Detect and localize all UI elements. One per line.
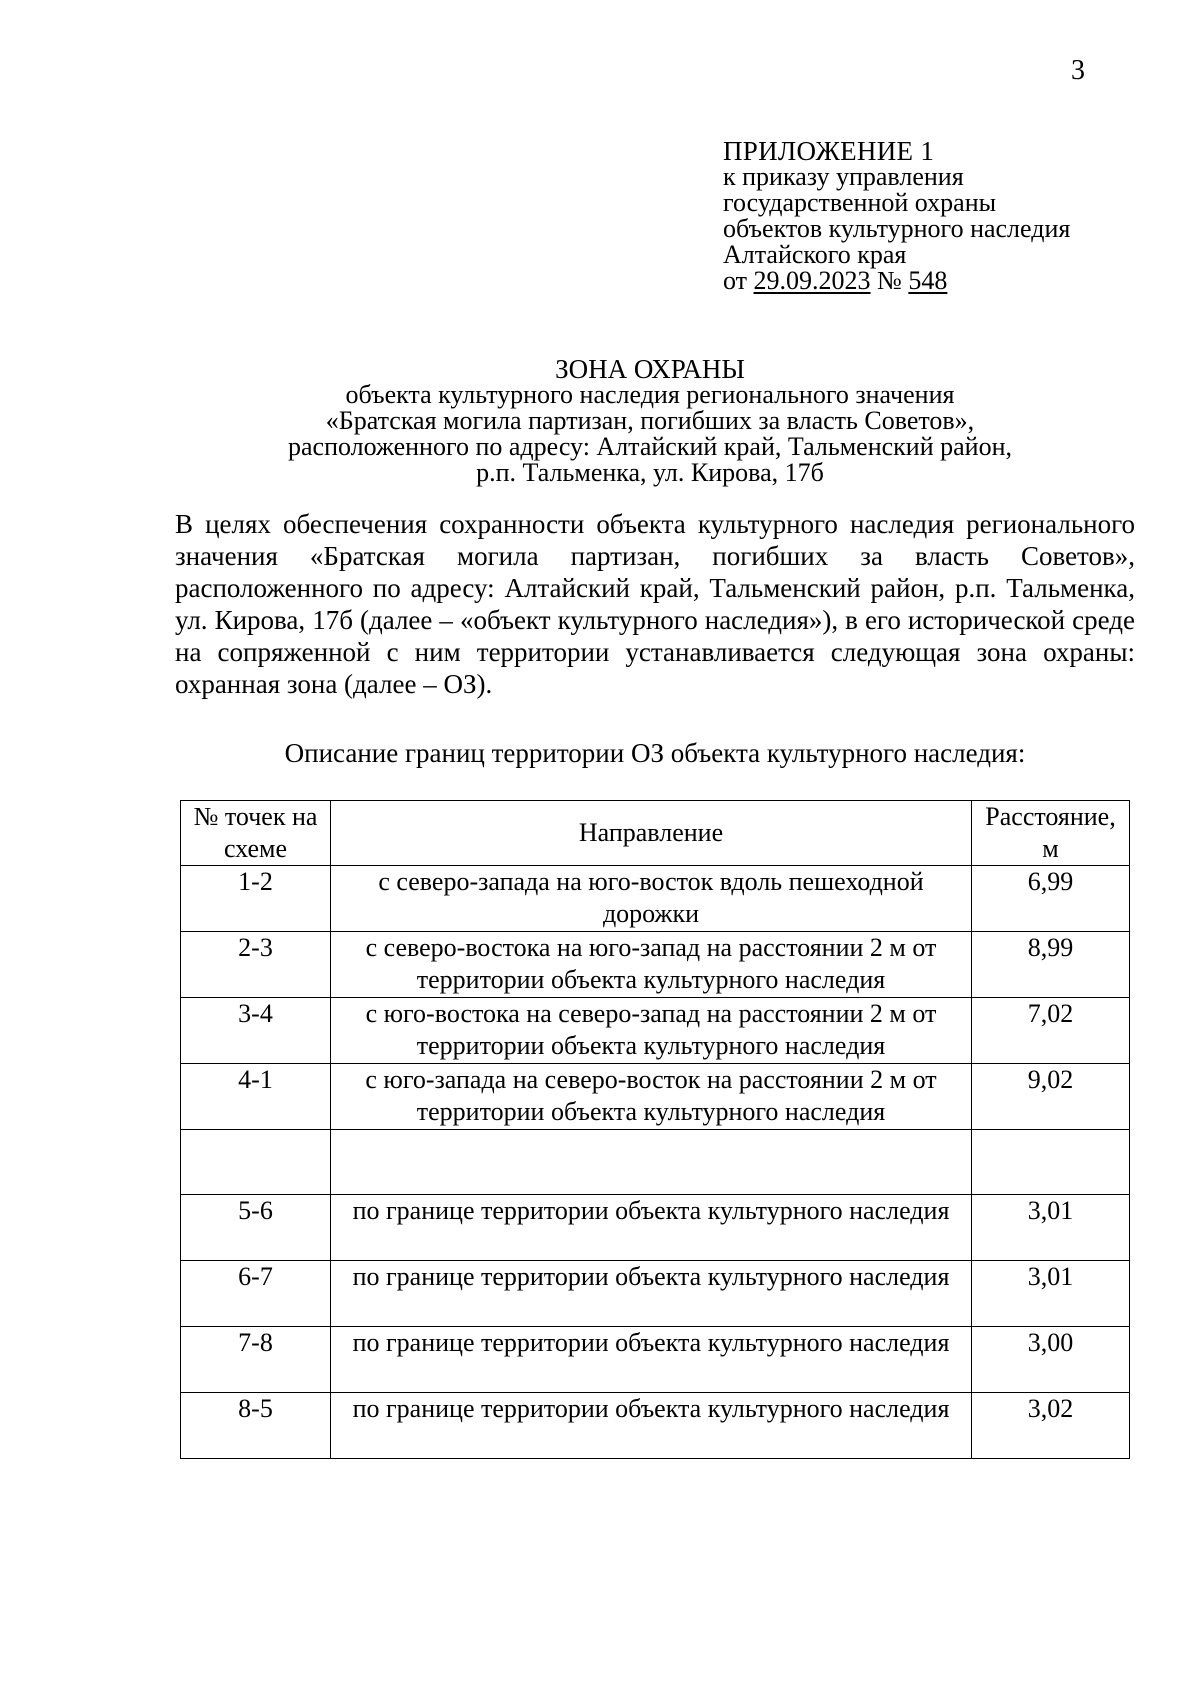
cell-direction: с северо-запада на юго-восток вдоль пешеходной дорожки (331, 866, 972, 932)
cell-distance: 8,99 (972, 932, 1130, 998)
cell-direction: с юго-востока на северо-запад на расстоянии 2 м от территории объекта культурного наследия (331, 998, 972, 1064)
header-distance: Расстояние, м (972, 801, 1130, 866)
cell-points: 5-6 (181, 1195, 331, 1261)
cell-points: 7-8 (181, 1327, 331, 1393)
title-line: расположенного по адресу: Алтайский край, Тальменский район, (287, 432, 1012, 461)
number-sign: № (877, 266, 902, 295)
appendix-line: Алтайского края (723, 240, 907, 269)
cell-distance: 3,02 (972, 1393, 1130, 1459)
table-row (181, 998, 1130, 1064)
cell-points: 8-5 (181, 1393, 331, 1459)
cell-direction (331, 1130, 972, 1195)
cell-distance: 9,02 (972, 1064, 1130, 1130)
cell-direction: по границе территории объекта культурного наследия (331, 1261, 972, 1327)
cell-distance (972, 1130, 1130, 1195)
document-title-block (170, 356, 1130, 486)
cell-distance: 6,99 (972, 866, 1130, 932)
cell-points (181, 1130, 331, 1195)
cell-distance: 7,02 (972, 998, 1130, 1064)
table-row-empty (181, 1130, 1130, 1195)
appendix-line: государственной охраны (723, 188, 997, 217)
appendix-block (723, 138, 1070, 294)
appendix-date-line (723, 268, 1070, 294)
cell-direction: по границе территории объекта культурного наследия (331, 1195, 972, 1261)
table-row (181, 1261, 1130, 1327)
cell-points: 3-4 (181, 998, 331, 1064)
table-header-row (181, 801, 1130, 866)
cell-points: 2-3 (181, 932, 331, 998)
cell-direction: с северо-востока на юго-запад на расстоянии 2 м от территории объекта культурного наследия (331, 932, 972, 998)
header-points: № точек на схеме (181, 801, 331, 866)
title-line: «Братская могила партизан, погибших за власть Советов», (325, 406, 975, 435)
title-line: р.п. Тальменка, ул. Кирова, 17б (476, 458, 824, 487)
date-prefix: от (723, 266, 748, 295)
cell-distance: 3,01 (972, 1195, 1130, 1261)
cell-points: 1-2 (181, 866, 331, 932)
boundary-table (180, 800, 1130, 1459)
cell-direction: по границе территории объекта культурного наследия (331, 1393, 972, 1459)
table-row (181, 932, 1130, 998)
cell-points: 6-7 (181, 1261, 331, 1327)
table-row (181, 1393, 1130, 1459)
order-date: 29.09.2023 (753, 266, 871, 295)
body-paragraph: В целях обеспечения сохранности объекта культурного наследия регионального значения «Братская могила партизан, погибших за власть Советов», расположенного по адресу: Алтайский край, Тальменский район, р.п. Тальменка, ул. Кирова, 17б (далее – «объект культурного наследия»), в его исторической среде на сопряженной с ним территории устанавливается следующая зона охраны: охранная зона (далее – ОЗ). (175, 509, 1135, 699)
table-row (181, 1064, 1130, 1130)
page-number: 3 (1071, 55, 1085, 86)
appendix-line: к приказу управления (723, 162, 964, 191)
header-direction: Направление (331, 801, 972, 866)
table-row (181, 866, 1130, 932)
cell-direction: с юго-запада на северо-восток на расстоянии 2 м от территории объекта культурного наследия (331, 1064, 972, 1130)
appendix-line: объектов культурного наследия (723, 214, 1071, 243)
cell-points: 4-1 (181, 1064, 331, 1130)
cell-direction: по границе территории объекта культурного наследия (331, 1327, 972, 1393)
title-line: объекта культурного наследия регионального значения (345, 380, 955, 409)
appendix-heading: ПРИЛОЖЕНИЕ 1 (723, 136, 935, 166)
table-caption: Описание границ территории ОЗ объекта культурного наследия: (284, 738, 1026, 768)
table-row (181, 1195, 1130, 1261)
cell-distance: 3,01 (972, 1261, 1130, 1327)
table-row (181, 1327, 1130, 1393)
document-title: ЗОНА ОХРАНЫ (555, 354, 745, 384)
order-number: 548 (908, 266, 948, 295)
cell-distance: 3,00 (972, 1327, 1130, 1393)
